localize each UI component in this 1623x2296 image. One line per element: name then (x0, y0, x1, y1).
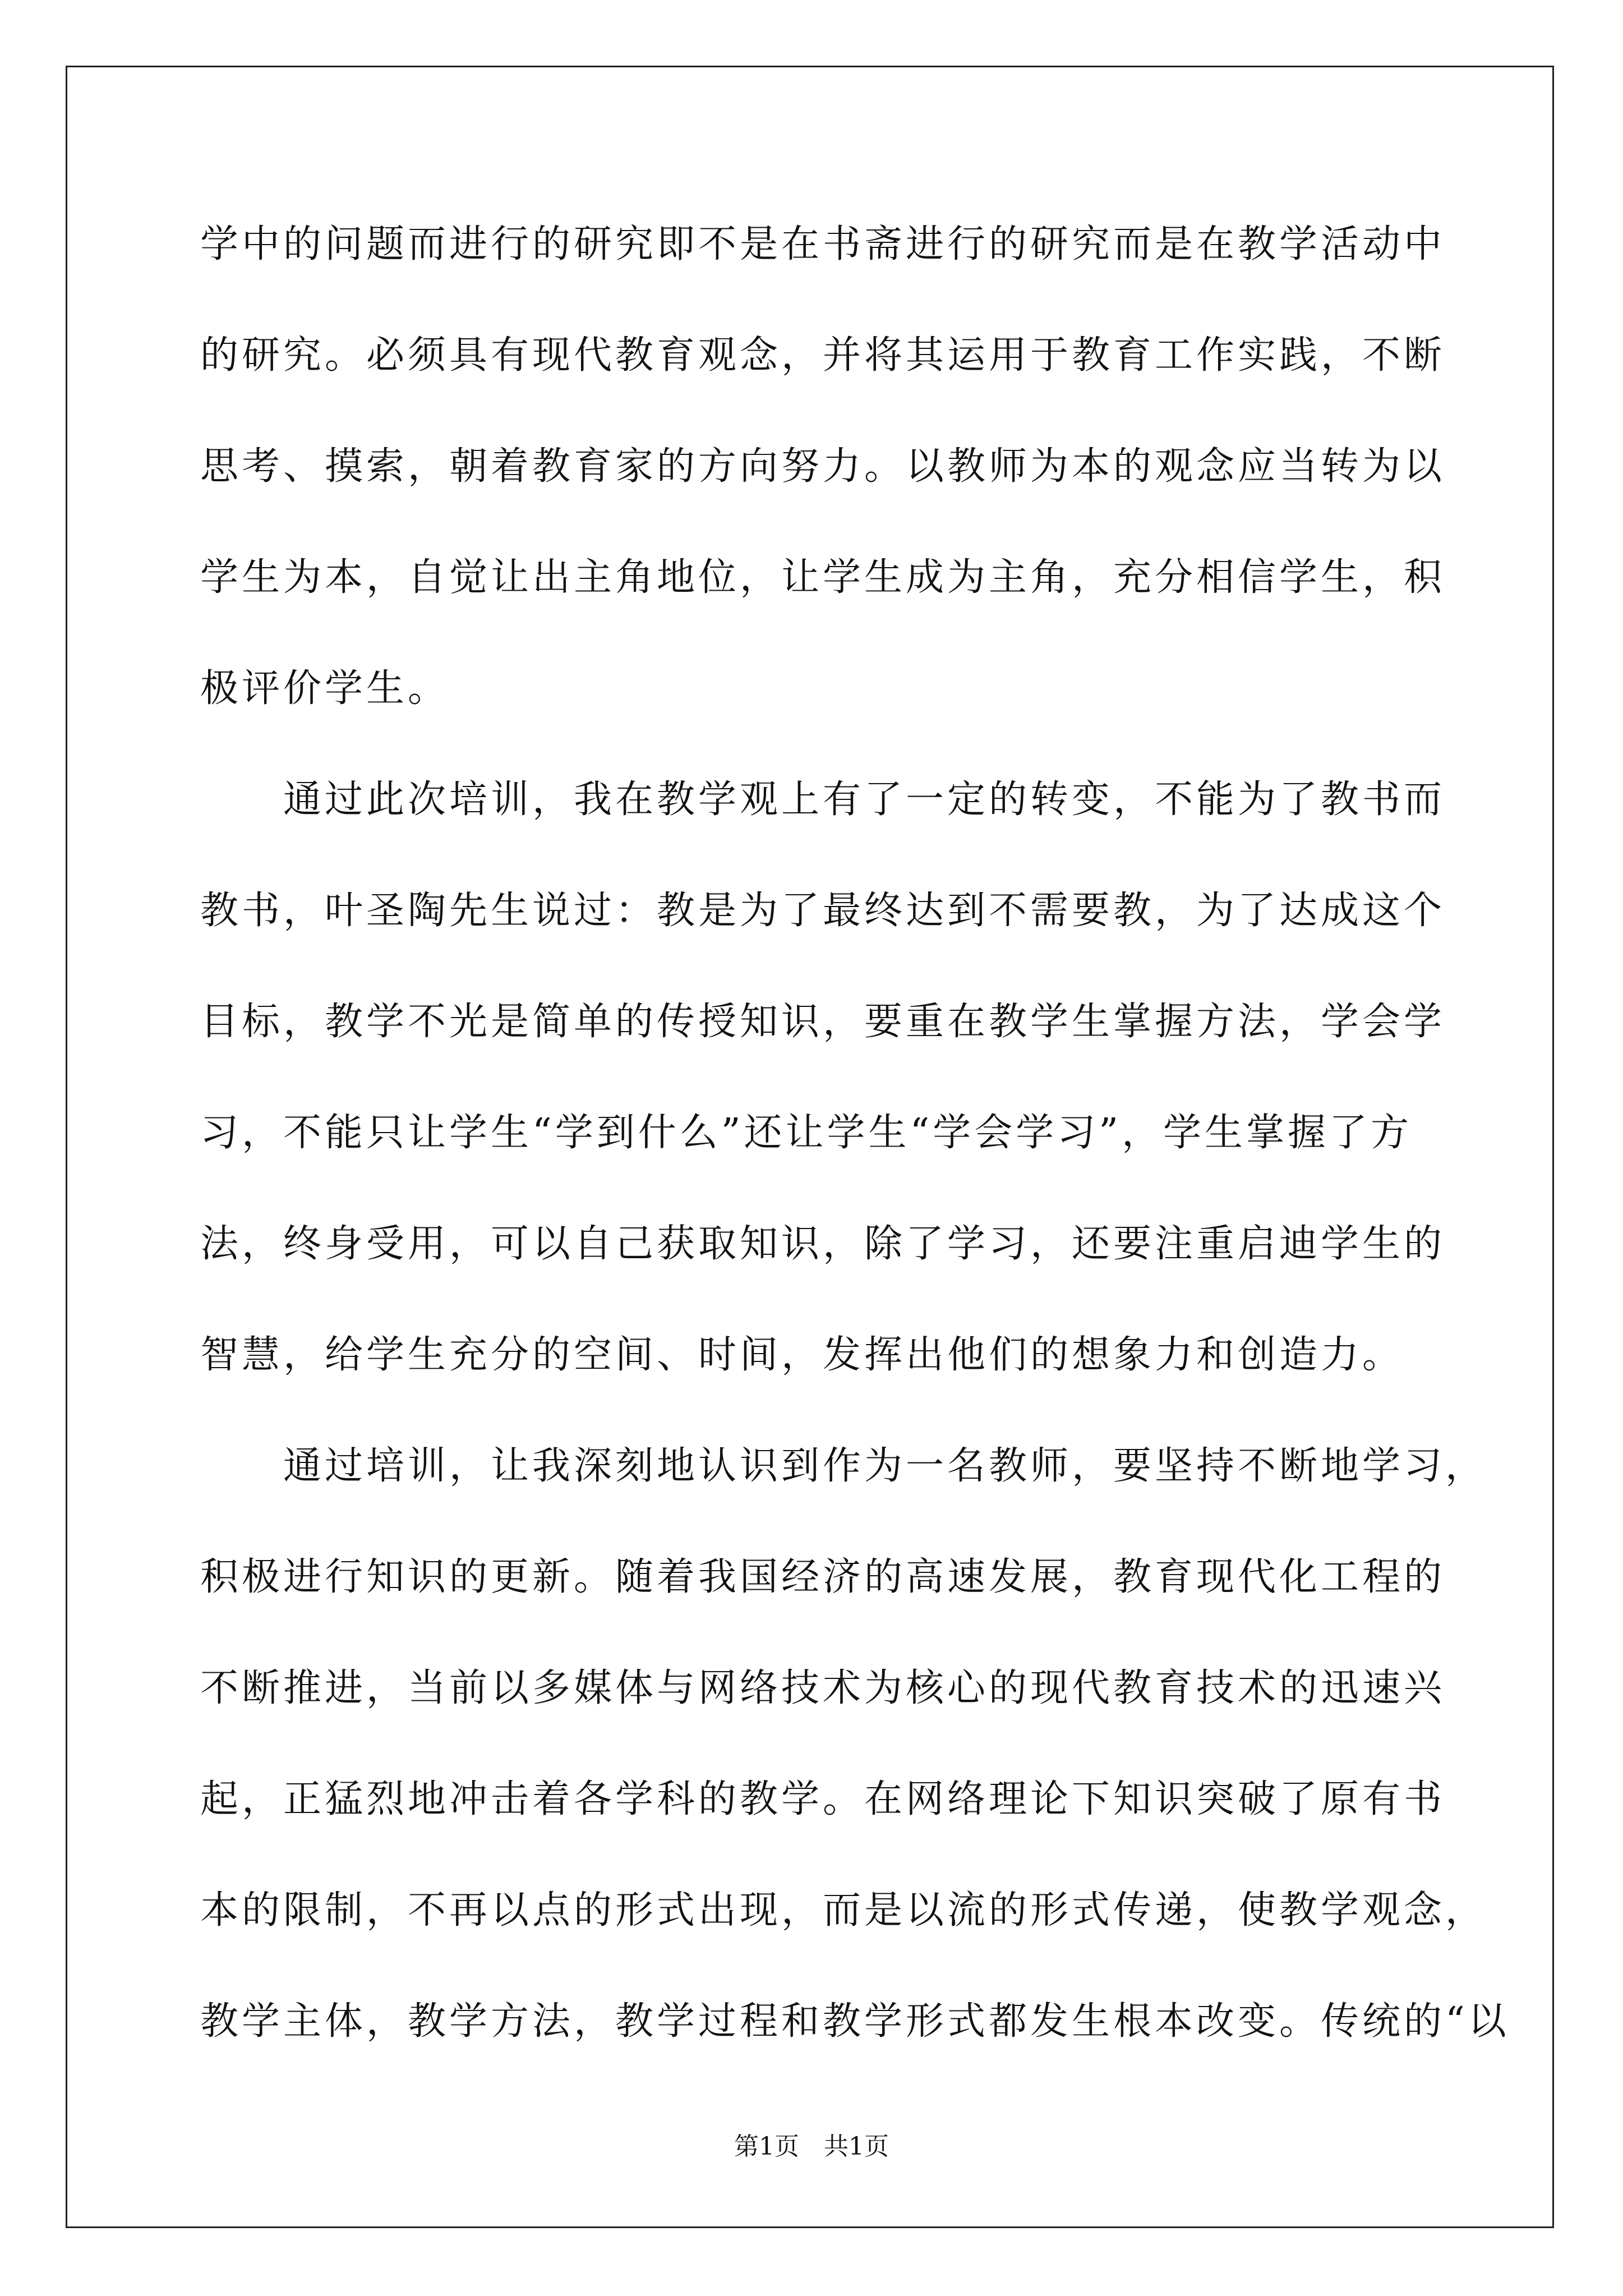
text-line: 不断推进，当前以多媒体与网络技术为核心的现代教育技术的迅速兴 (200, 1666, 1446, 1710)
text-line: 积极进行知识的更新。随着我国经济的高速发展，教育现代化工程的 (200, 1555, 1446, 1599)
text-line: 思考、摸索，朝着教育家的方向努力。以教师为本的观念应当转为以 (200, 444, 1446, 489)
text-line: 起，正猛烈地冲击着各学科的教学。在网络理论下知识突破了原有书 (200, 1777, 1446, 1821)
text-line: 教学主体，教学方法，教学过程和教学形式都发生根本改变。传统的“以 (200, 1999, 1510, 2044)
text-line: 法，终身受用，可以自己获取知识，除了学习，还要注重启迪学生的 (200, 1222, 1446, 1266)
text-line: 学生为本，自觉让出主角地位，让学生成为主角，充分相信学生，积 (200, 555, 1446, 600)
text-line: 的研究。必须具有现代教育观念，并将其运用于教育工作实践，不断 (200, 333, 1446, 378)
text-line: 极评价学生。 (200, 666, 450, 711)
text-line: 习，不能只让学生“学到什么”还让学生“学会学习”，学生掌握了方 (200, 1111, 1413, 1155)
text-line: 教书，叶圣陶先生说过：教是为了最终达到不需要教，为了达成这个 (200, 889, 1446, 933)
page-number-footer: 第1页 共1页 (734, 2132, 889, 2161)
text-line: 目标，教学不光是简单的传授知识，要重在教学生掌握方法，学会学 (200, 1000, 1446, 1044)
text-line: 通过培训，让我深刻地认识到作为一名教师，要坚持不断地学习， (200, 1444, 1487, 1488)
text-line: 通过此次培训，我在教学观上有了一定的转变，不能为了教书而 (200, 777, 1446, 822)
text-line: 智慧，给学生充分的空间、时间，发挥出他们的想象力和创造力。 (200, 1333, 1404, 1377)
text-line: 本的限制，不再以点的形式出现，而是以流的形式传递，使教学观念， (200, 1888, 1487, 1932)
text-line: 学中的问题而进行的研究即不是在书斋进行的研究而是在教学活动中 (200, 222, 1446, 266)
